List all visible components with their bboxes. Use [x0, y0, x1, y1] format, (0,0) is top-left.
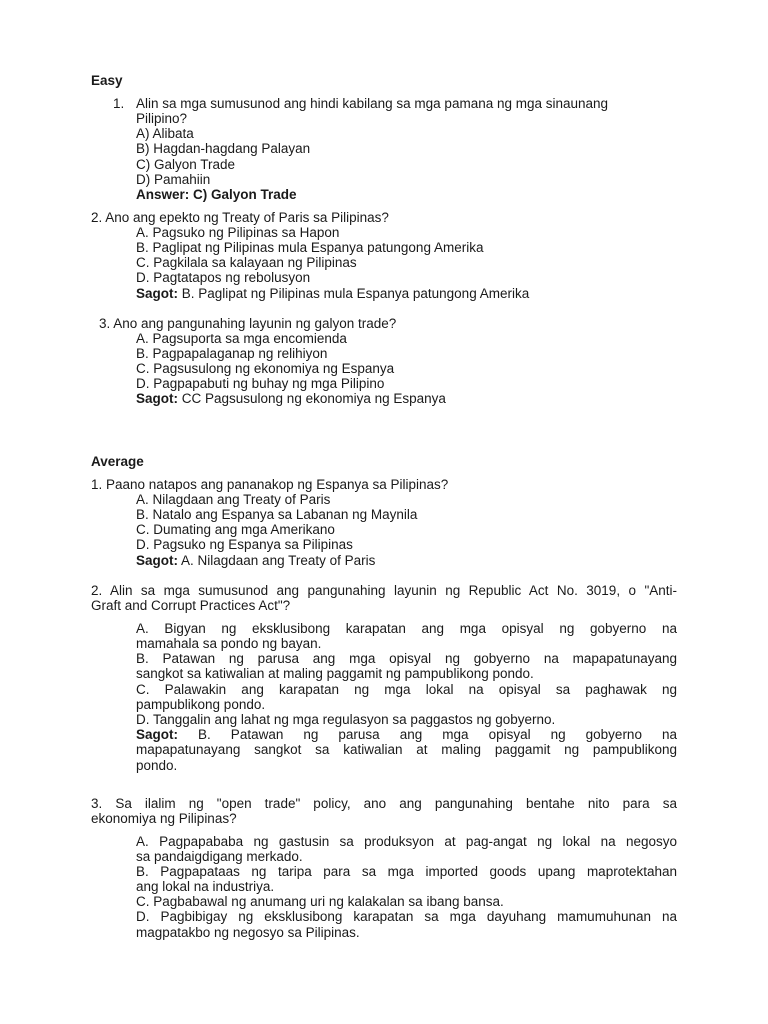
- answer-line: [136, 553, 375, 568]
- answer-line: Answer: C) Galyon Trade: [136, 187, 297, 202]
- question-text: 3. Sa ilalim ng "open trade" policy, ano ang pangunahing bentahe nito para sa: [91, 796, 677, 811]
- answer-line: [136, 391, 446, 406]
- answer-label: Sagot:: [136, 727, 178, 742]
- choice-a: A. Bigyan ng eksklusibong karapatan ang mga opisyal ng gobyerno na: [136, 621, 677, 636]
- choice-d: D. Pagtatapos ng rebolusyon: [136, 270, 311, 285]
- answer-text: A. Nilagdaan ang Treaty of Paris: [178, 553, 376, 568]
- choice-d-cont: magpatakbo ng negosyo sa Pilipinas.: [136, 925, 360, 940]
- question-text: Alin sa mga sumusunod ang hindi kabilang sa mga pamana ng mga sinaunang: [136, 96, 609, 111]
- choice-b: B) Hagdan-hagdang Palayan: [136, 141, 311, 156]
- choice-c: C. Palawakin ang karapatan ng mga lokal na opisyal sa paghawak ng: [136, 682, 677, 697]
- choice-a: A. Pagpapababa ng gastusin sa produksyon at pag-angat ng lokal na negosyo: [136, 834, 677, 849]
- answer-label: Sagot:: [136, 286, 178, 301]
- question-text: 1. Paano natapos ang pananakop ng Espanya sa Pilipinas?: [91, 477, 449, 492]
- question-text-cont: Pilipino?: [136, 111, 188, 126]
- choice-d: D. Pagsuko ng Espanya sa Pilipinas: [136, 537, 353, 552]
- question-text: 2. Ano ang epekto ng Treaty of Paris sa Pilipinas?: [91, 210, 389, 225]
- section-heading-average: Average: [91, 454, 144, 469]
- choice-b: B. Pagpapalaganap ng relihiyon: [136, 346, 328, 361]
- choice-a-cont: sa pandaigdigang merkado.: [136, 849, 303, 864]
- choice-c: C. Pagsusulong ng ekonomiya ng Espanya: [136, 361, 395, 376]
- answer-line: [136, 286, 529, 301]
- answer-text: B. Paglipat ng Pilipinas mula Espanya patungong Amerika: [178, 286, 530, 301]
- choice-b: B. Paglipat ng Pilipinas mula Espanya patungong Amerika: [136, 240, 484, 255]
- answer-text: CC Pagsusulong ng ekonomiya ng Espanya: [178, 391, 446, 406]
- answer-text-cont: mapapatunayang sangkot sa katiwalian at maling paggamit ng pampublikong: [136, 742, 677, 757]
- choice-b: B. Pagpapataas ng taripa para sa mga imported goods upang maprotektahan: [136, 864, 677, 879]
- choice-c-cont: pampublikong pondo.: [136, 697, 266, 712]
- answer-label: Sagot:: [136, 391, 178, 406]
- choice-b: B. Patawan ng parusa ang mga opisyal ng gobyerno na mapapatunayang: [136, 651, 677, 666]
- choice-d: D. Pagbibigay ng eksklusibong karapatan sa mga dayuhang mamumuhunan na: [136, 909, 677, 924]
- question-number: 1.: [113, 96, 125, 111]
- choice-a: A. Pagsuko ng Pilipinas sa Hapon: [136, 225, 340, 240]
- choice-d: D) Pamahiin: [136, 172, 211, 187]
- choice-c: C. Dumating ang mga Amerikano: [136, 522, 335, 537]
- choice-c: C. Pagbabawal ng anumang uri ng kalakalan sa ibang bansa.: [136, 894, 504, 909]
- question-text-cont: ekonomiya ng Pilipinas?: [91, 811, 237, 826]
- choice-d: D. Tanggalin ang lahat ng mga regulasyon sa paggastos ng gobyerno.: [136, 712, 556, 727]
- choice-c: C) Galyon Trade: [136, 157, 236, 172]
- choice-b-cont: sangkot sa katiwalian at maling paggamit ng pampublikong pondo.: [136, 666, 534, 681]
- choice-b-cont: ang lokal na industriya.: [136, 879, 275, 894]
- question-text-cont: Graft and Corrupt Practices Act"?: [91, 598, 291, 613]
- choice-a: A. Nilagdaan ang Treaty of Paris: [136, 492, 331, 507]
- choice-a: A. Pagsuporta sa mga encomienda: [136, 331, 347, 346]
- choice-b: B. Natalo ang Espanya sa Labanan ng Maynila: [136, 507, 418, 522]
- choice-c: C. Pagkilala sa kalayaan ng Pilipinas: [136, 255, 357, 270]
- choice-d: D. Pagpapabuti ng buhay ng mga Pilipino: [136, 376, 385, 391]
- choice-a-cont: mamahala sa pondo ng bayan.: [136, 636, 322, 651]
- answer-line: [136, 727, 677, 742]
- choice-a: A) Alibata: [136, 126, 194, 141]
- answer-text-cont: pondo.: [136, 758, 178, 773]
- answer-label: Sagot:: [136, 553, 178, 568]
- question-text: 3. Ano ang pangunahing layunin ng galyon trade?: [99, 316, 397, 331]
- question-text: 2. Alin sa mga sumusunod ang pangunahing layunin ng Republic Act No. 3019, o "Anti-: [91, 583, 677, 598]
- section-heading-easy: Easy: [91, 73, 123, 88]
- answer-text: B. Patawan ng parusa ang mga opisyal ng gobyerno na: [178, 727, 677, 742]
